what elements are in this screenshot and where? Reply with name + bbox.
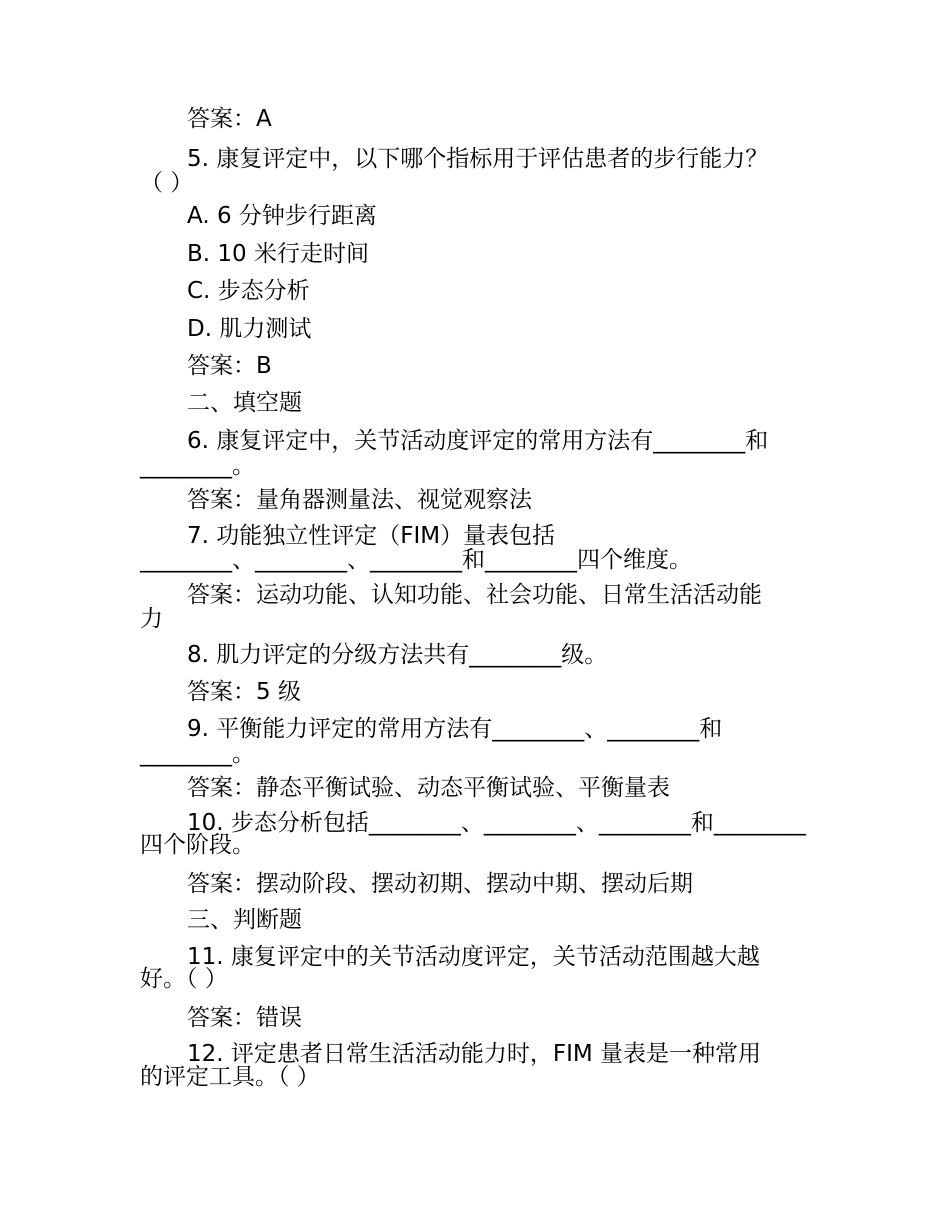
question-12-cont: 的评定工具。（ ）	[140, 1064, 320, 1090]
question-6: 6. 康复评定中，关节活动度评定的常用方法有________和	[187, 428, 769, 454]
answer-8: 答案：5 级	[187, 679, 301, 705]
answer-7-cont: 力	[140, 606, 163, 632]
question-10-cont: 四个阶段。	[140, 832, 255, 858]
answer-7: 答案：运动功能、认知功能、社会功能、日常生活活动能	[187, 582, 762, 608]
option-d: D. 肌力测试	[187, 316, 312, 342]
question-5-bracket: （ ）	[140, 170, 194, 196]
question-5: 5. 康复评定中，以下哪个指标用于评估患者的步行能力？	[187, 146, 769, 172]
answer-5: 答案：B	[187, 353, 272, 379]
question-11-cont: 好。（ ）	[140, 966, 228, 992]
section-fill-blank-heading: 二、填空题	[187, 390, 302, 416]
question-6-cont: ________。	[140, 453, 255, 479]
question-7: 7. 功能独立性评定（FIM）量表包括	[187, 523, 556, 549]
question-8: 8. 肌力评定的分级方法共有________级。	[187, 642, 608, 668]
option-a: A. 6 分钟步行距离	[187, 203, 377, 229]
option-c: C. 步态分析	[187, 278, 310, 304]
question-9: 9. 平衡能力评定的常用方法有________、________和	[187, 716, 723, 742]
answer-6: 答案：量角器测量法、视觉观察法	[187, 487, 532, 513]
question-12: 12. 评定患者日常生活活动能力时，FIM 量表是一种常用	[187, 1041, 762, 1067]
answer-10: 答案：摆动阶段、摆动初期、摆动中期、摆动后期	[187, 871, 693, 897]
answer-9: 答案：静态平衡试验、动态平衡试验、平衡量表	[187, 775, 670, 801]
answer-11: 答案：错误	[187, 1005, 302, 1031]
option-b: B. 10 米行走时间	[187, 241, 369, 267]
question-9-cont: ________。	[140, 741, 255, 767]
question-7-cont: ________、________、________和________四个维度。	[140, 547, 692, 573]
section-true-false-heading: 三、判断题	[187, 907, 302, 933]
question-10: 10. 步态分析包括________、________、________和________	[187, 810, 806, 836]
answer-4: 答案：A	[187, 106, 272, 132]
question-11: 11. 康复评定中的关节活动度评定，关节活动范围越大越	[187, 944, 760, 970]
